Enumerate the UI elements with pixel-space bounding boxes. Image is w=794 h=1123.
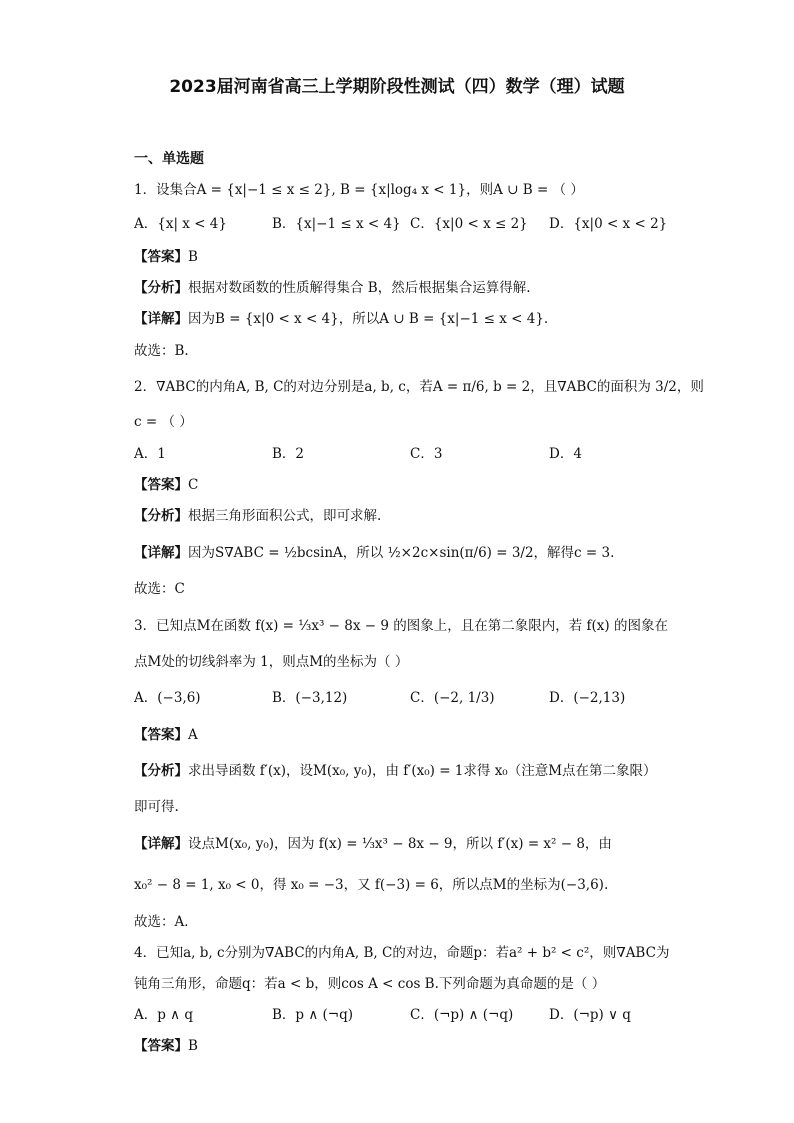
q2-choice: 故选：C <box>134 581 185 597</box>
answer-value: B <box>188 1038 198 1054</box>
answer-value: A <box>188 727 198 743</box>
detail-text: 因为S∇ABC = ½bcsinA，所以 ½×2c×sin(π/6) = 3/2，解得c = 3. <box>188 545 615 561</box>
section-heading: 一、单选题 <box>134 151 204 167</box>
analysis-text: 求出导函数 f′(x)，设M(x₀, y₀)，由 f′(x₀) = 1求得 x₀（注意M点在第二象限） <box>188 763 657 779</box>
q1-answer <box>134 245 198 265</box>
q3-analysis-line1 <box>134 759 657 779</box>
q4-option-c: C．(¬p) ∧ (¬q) <box>410 1007 514 1023</box>
q1-option-c: C．{x|0 < x ≤ 2} <box>410 216 528 232</box>
q3-stem-line2: 点M处的切线斜率为 1，则点M的坐标为（ ） <box>134 654 409 670</box>
q4-answer <box>134 1034 198 1054</box>
q3-option-a: A．(−3,6) <box>134 690 201 706</box>
q3-option-b: B．(−3,12) <box>272 690 348 706</box>
q4-option-b: B．p ∧ (¬q) <box>272 1007 354 1023</box>
q2-option-d: D．4 <box>549 446 582 462</box>
q2-analysis <box>134 504 381 524</box>
q2-detail <box>134 541 614 561</box>
q2-option-b: B．2 <box>272 446 305 462</box>
q1-stem: 1．设集合A = {x|−1 ≤ x ≤ 2}, B = {x|log₄ x < 1}，则A ∪ B = （ ） <box>134 182 584 198</box>
detail-tag: 【详解】 <box>134 311 188 327</box>
q1-choice: 故选：B. <box>134 343 189 359</box>
analysis-tag: 【分析】 <box>134 508 188 524</box>
q2-option-a: A．1 <box>134 446 166 462</box>
q1-option-d: D．{x|0 < x < 2} <box>549 216 668 232</box>
q3-detail-line1 <box>134 832 612 852</box>
answer-value: B <box>188 249 198 265</box>
q3-analysis-line2: 即可得. <box>134 799 179 815</box>
q1-option-b: B．{x|−1 ≤ x < 4} <box>272 216 401 232</box>
detail-tag: 【详解】 <box>134 545 188 561</box>
q4-stem-line1: 4．已知a, b, c分别为∇ABC的内角A, B, C的对边，命题p：若a² + b² < c²，则∇ABC为 <box>134 945 670 961</box>
analysis-tag: 【分析】 <box>134 763 188 779</box>
q3-option-c: C．(−2, 1/3) <box>410 690 495 706</box>
answer-value: C <box>188 477 199 493</box>
q3-option-d: D．(−2,13) <box>549 690 626 706</box>
q2-stem-line1: 2．∇ABC的内角A, B, C的对边分别是a, b, c，若A = π/6, b = 2，且∇ABC的面积为 3/2，则 <box>134 379 704 395</box>
q2-option-c: C．3 <box>410 446 443 462</box>
q3-detail-line2: x₀² − 8 = 1, x₀ < 0，得 x₀ = −3，又 f(−3) = 6，所以点M的坐标为(−3,6). <box>134 877 609 893</box>
q3-answer <box>134 723 198 743</box>
answer-tag: 【答案】 <box>134 477 188 493</box>
q1-option-a: A．{x| x < 4} <box>134 216 227 232</box>
analysis-text: 根据对数函数的性质解得集合 B，然后根据集合运算得解. <box>188 280 531 296</box>
q2-stem-line2: c = （ ） <box>134 414 193 430</box>
answer-tag: 【答案】 <box>134 249 188 265</box>
analysis-text: 根据三角形面积公式，即可求解. <box>188 508 382 524</box>
detail-tag: 【详解】 <box>134 836 188 852</box>
q1-analysis <box>134 276 531 296</box>
detail-text: 设点M(x₀, y₀)，因为 f(x) = ⅓x³ − 8x − 9，所以 f′(x) = x² − 8，由 <box>188 836 612 852</box>
q1-detail <box>134 307 548 327</box>
q3-choice: 故选：A． <box>134 914 198 930</box>
page-title: 2023届河南省高三上学期阶段性测试（四）数学（理）试题 <box>169 77 625 97</box>
q4-stem-line2: 钝角三角形，命题q：若a < b，则cos A < cos B.下列命题为真命题的是（ ） <box>134 976 606 992</box>
q3-stem-line1: 3．已知点M在函数 f(x) = ⅓x³ − 8x − 9 的图象上，且在第二象限内，若 f(x) 的图象在 <box>134 618 668 634</box>
q2-answer <box>134 473 198 493</box>
q4-option-a: A．p ∧ q <box>134 1007 193 1023</box>
q4-option-d: D．(¬p) ∨ q <box>549 1007 631 1023</box>
analysis-tag: 【分析】 <box>134 280 188 296</box>
answer-tag: 【答案】 <box>134 727 188 743</box>
detail-text: 因为B = {x|0 < x < 4}，所以A ∪ B = {x|−1 ≤ x < 4}. <box>188 311 549 327</box>
answer-tag: 【答案】 <box>134 1038 188 1054</box>
